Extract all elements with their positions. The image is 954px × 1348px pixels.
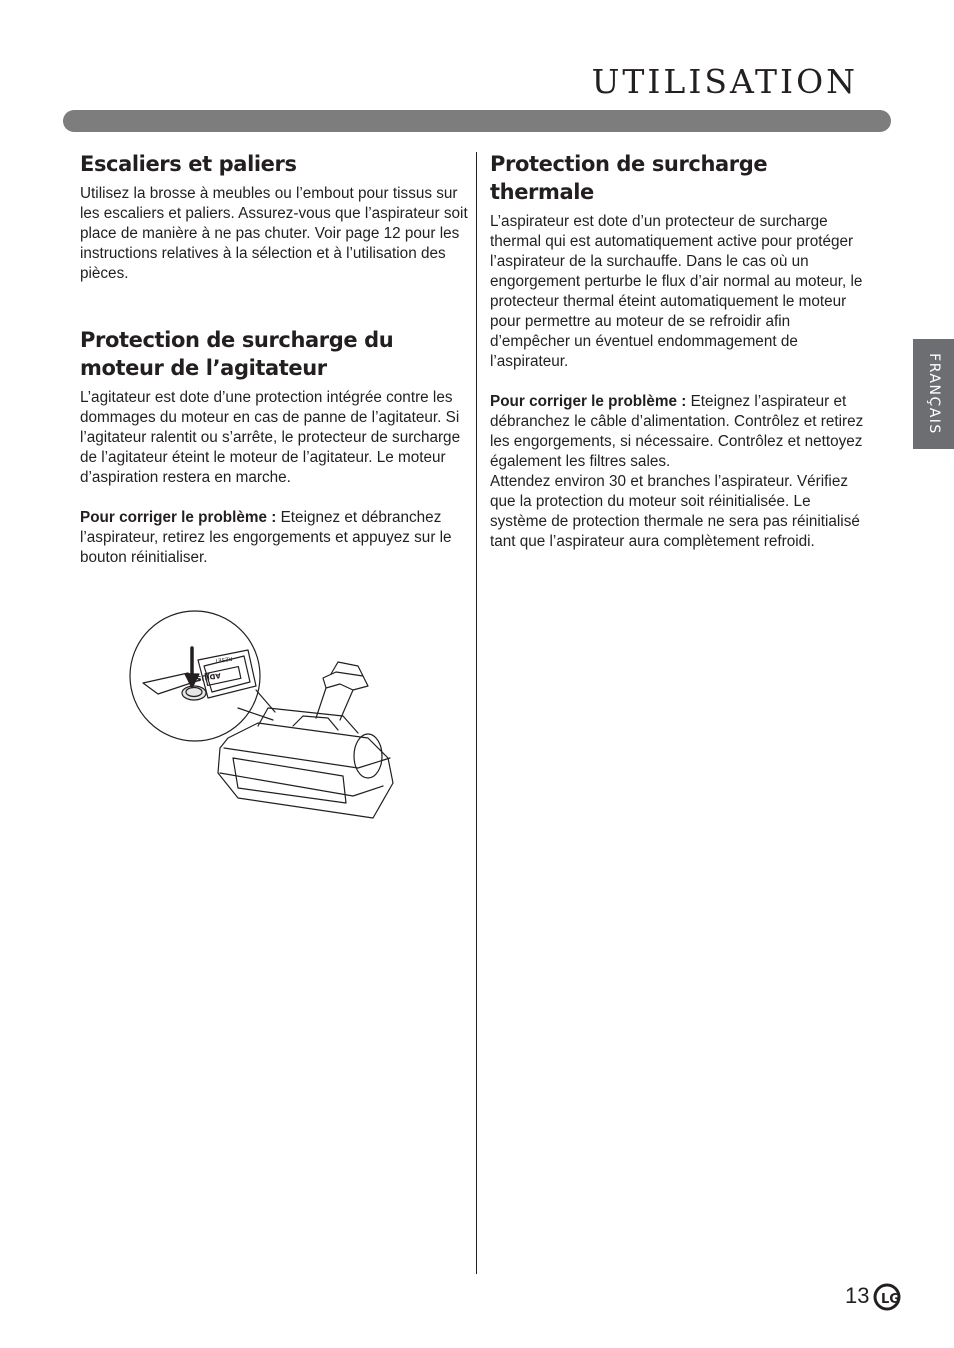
- agitator-heading: Protection de surcharge du moteur de l’agitateur: [80, 328, 394, 380]
- agitator-fix-text: Eteignez et débranchez l’aspirateur, retirez les engorgements et appuyez sur le bouton réinitialiser.: [80, 509, 452, 566]
- right-column: [490, 150, 870, 552]
- language-tab: [913, 339, 954, 449]
- stairs-body: Utilisez la brosse à meubles ou l’embout pour tissus sur les escaliers et paliers. Assurez-vous que l’aspirateur soit place de manière à ne pas chuter. Voir page 12 pour les instructions relatives à la sélection et à l’utilisation des pièces.: [80, 185, 468, 282]
- thermal-extra: Attendez environ 30 et branches l’aspirateur. Vérifiez que la protection du moteur soit réinitialisée. Le système de protection thermale ne sera pas réinitialisé tant que l’aspirateur aura complètement refroidi.: [490, 473, 860, 550]
- thermal-fix-label: Pour corriger le problème :: [490, 393, 687, 410]
- agitator-body: L’agitateur est dote d’une protection intégrée contre les dommages du moteur en cas de panne de l’agitateur. Si l’agitateur ralentit ou s’arrête, le protecteur de surcharge de l’agitateur éteint le moteur de l’agitateur. Le moteur d’aspiration restera en marche.: [80, 389, 461, 486]
- column-divider: [476, 152, 477, 1274]
- header-bar: [63, 110, 891, 132]
- agitator-fix-label: Pour corriger le problème :: [80, 509, 277, 526]
- agitator-fix: [80, 508, 468, 568]
- agitator-reset-illustration: [128, 608, 408, 828]
- thermal-heading: Protection de surcharge thermale: [490, 152, 768, 204]
- language-tab-label: FRANÇAIS: [925, 353, 942, 435]
- thermal-fix-text: Eteignez l’aspirateur et débranchez le câble d’alimentation. Contrôlez et retirez les engorgements, si nécessaire. Contrôlez et nettoyez également les filtres sales.: [490, 393, 864, 470]
- reset-label: RESET: [214, 654, 233, 664]
- thermal-body: L’aspirateur est dote d’un protecteur de surcharge thermal qui est automatiquement active pour protéger l’aspirateur de la surchauffe. Dans le cas où un engorgement perturbe le flux d’air normal au moteur, le protecteur thermal éteint automatiquement le moteur pour permettre au moteur de se refroidir afin d’empêcher un éventuel endommagement de l’aspirateur.: [490, 213, 863, 370]
- thermal-fix: [490, 392, 870, 472]
- lg-logo-text: LG: [881, 1292, 900, 1307]
- adjust-label: ADJUST: [191, 671, 222, 684]
- left-column: [80, 150, 468, 568]
- page-title: UTILISATION: [591, 62, 858, 101]
- page-number: 13: [845, 1283, 870, 1308]
- lg-logo-icon: [873, 1283, 901, 1311]
- stairs-heading: Escaliers et paliers: [80, 152, 297, 176]
